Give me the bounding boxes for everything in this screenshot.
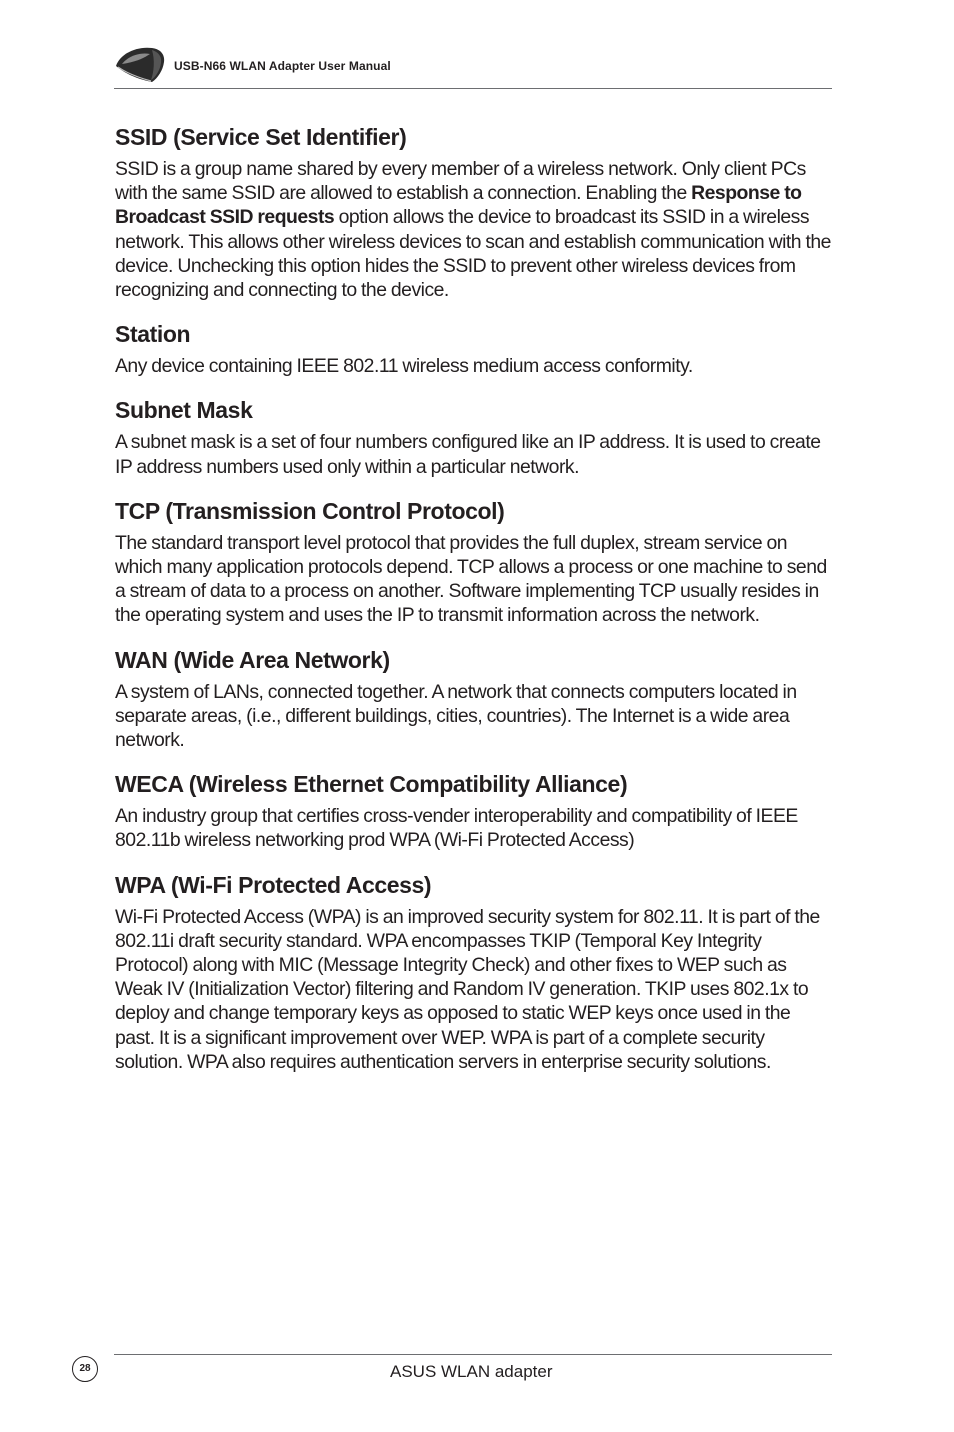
section-body: An industry group that certifies cross-vender interoperability and compatibility of IEEE 802.11b wireless networking prod WPA (Wi-Fi Protected Access): [115, 805, 798, 852]
body-text: SSID is a group name shared by every member of a wireless network. Only client PCs with the same SSID are allowed to establish a connection. Enabling the: [115, 158, 806, 205]
section-tcp: [115, 496, 831, 628]
glossary-content: [115, 122, 831, 1091]
router-logo-icon: [114, 44, 166, 84]
section-body: The standard transport level protocol that provides the full duplex, stream service on which many application protocols depend. TCP allows a process or one machine to send a stream of data to a process on another. Software implementing TCP usually resides in the operating system and uses the IP to transmit information across the network.: [115, 531, 827, 627]
section-body: Any device containing IEEE 802.11 wireless medium access conformity.: [115, 355, 693, 378]
section-wpa: [115, 870, 831, 1074]
section-station: [115, 319, 831, 378]
section-subnet-mask: [115, 395, 831, 478]
section-body: A subnet mask is a set of four numbers configured like an IP address. It is used to create IP address numbers used only within a particular network.: [115, 431, 821, 478]
section-ssid: [115, 122, 831, 302]
section-body: A system of LANs, connected together. A network that connects computers located in separate areas, (i.e., different buildings, cities, countries). The Internet is a wide area network.: [115, 680, 797, 752]
footer-divider: [114, 1354, 832, 1355]
section-heading: TCP (Transmission Control Protocol): [115, 497, 505, 524]
section-body: Wi-Fi Protected Access (WPA) is an improved security system for 802.11. It is part of the 802.11i draft security standard. WPA encompasses TKIP (Temporal Key Integrity Protocol) along with MIC (Message Integrity Check) and other fixes to WEP such as Weak IV (Initialization Vector) filtering and Random IV generation. TKIP uses 802.1x to deploy and change temporary keys as opposed to static WEP keys once used in the past. It is a significant improvement over WEP. WPA is part of a complete security solution. WPA also requires authentication servers in enterprise security solutions.: [115, 905, 820, 1073]
section-weca: [115, 769, 831, 852]
section-heading: WECA (Wireless Ethernet Compatibility Alliance): [115, 771, 628, 798]
section-heading: WAN (Wide Area Network): [115, 646, 390, 673]
section-heading: Subnet Mask: [115, 397, 253, 424]
section-body: [115, 157, 831, 302]
manual-title: USB-N66 WLAN Adapter User Manual: [174, 59, 391, 73]
section-heading: SSID (Service Set Identifier): [115, 124, 407, 150]
section-wan: [115, 645, 831, 753]
footer-text: ASUS WLAN adapter: [390, 1362, 553, 1381]
page-header: [114, 42, 832, 89]
section-heading: Station: [115, 321, 191, 348]
section-heading: WPA (Wi-Fi Protected Access): [115, 871, 432, 898]
option-name: Response to Broadcast SSID requests: [115, 182, 802, 229]
body-text: option allows the device to broadcast its SSID in a wireless network. This allows other wireless devices to scan and establish communication with the device. Unchecking this option hides the SSID to prevent other wireless devices from recognizing and connecting to the device.: [115, 206, 831, 302]
page-number: 28: [72, 1356, 98, 1382]
